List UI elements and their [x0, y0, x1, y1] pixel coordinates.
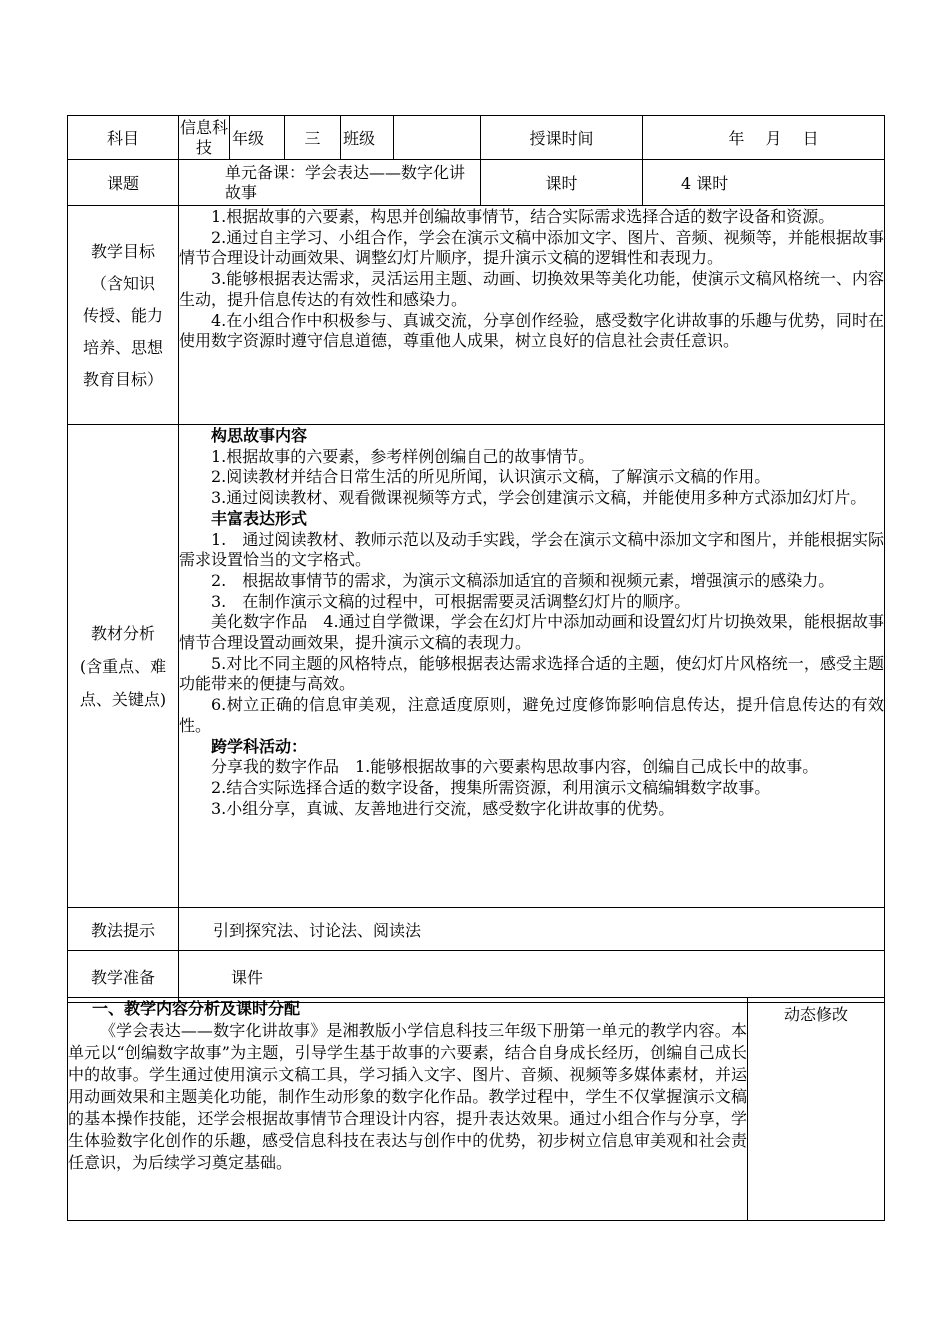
analysis-label-line: (含重点、难: [79, 656, 167, 676]
topic-label: 课题: [68, 160, 179, 206]
objectives-label-line: （含知识: [90, 274, 155, 293]
prep-value: 课件: [179, 951, 885, 1003]
objective-item: 2.通过自主学习、小组合作，学会在演示文稿中添加文字、图片、音频、视频等，并能根据故事情节合理设计动画效果、调整幻灯片顺序，提升演示文稿的逻辑性和表现力。: [179, 227, 884, 268]
teaching-time-label: 授课时间: [481, 116, 643, 160]
subject-label: 科目: [68, 116, 179, 160]
grade-label: 年级: [230, 116, 285, 160]
objectives-label-line: 传授、能力: [82, 306, 163, 325]
grade-value: 三: [285, 116, 341, 160]
analysis-item: 6.树立正确的信息审美观，注意适度原则，避免过度修饰影响信息传达，提升信息传达的有效性。: [179, 695, 884, 735]
dynamic-revision-cell: [748, 998, 885, 1221]
analysis-label: [68, 425, 179, 908]
hours-label: 课时: [481, 160, 643, 206]
prep-label: 教学准备: [68, 951, 179, 1003]
method-value: 引到探究法、讨论法、阅读法: [179, 908, 885, 951]
analysis-item: 3.通过阅读教材、观看微课视频等方式，学会创建演示文稿，并能使用多种方式添加幻灯片。: [211, 488, 867, 508]
topic-value: 单元备课：学会表达——数字化讲故事: [179, 160, 481, 206]
lesson-plan-table: [67, 115, 885, 1003]
analysis-item: 美化数字作品 4.通过自学微课，学会在幻灯片中添加动画和设置幻灯片切换效果，能根据故事情节合理设置动画效果，提升演示文稿的表现力。: [179, 612, 884, 653]
content-heading: 一、教学内容分析及课时分配: [92, 999, 301, 1018]
analysis-item: 3. 在制作演示文稿的过程中，可根据需要灵活调整幻灯片的顺序。: [211, 591, 691, 611]
objective-item: 3.能够根据表达需求，灵活运用主题、动画、切换效果等美化功能，使演示文稿风格统一、内容生动，提升信息传达的有效性和感染力。: [179, 269, 884, 309]
analysis-item: 1.根据故事的六要素，参考样例创编自己的故事情节。: [211, 446, 595, 466]
objectives-label-line: 培养、思想: [82, 338, 163, 357]
analysis-heading: 跨学科活动：: [211, 736, 308, 756]
method-label: 教法提示: [68, 908, 179, 951]
analysis-item: 2. 根据故事情节的需求，为演示文稿添加适宜的音频和视频元素，增强演示的感染力。: [211, 570, 835, 590]
analysis-heading: 丰富表达形式: [211, 508, 308, 528]
analysis-item: 2.结合实际选择合适的数字设备，搜集所需资源，利用演示文稿编辑数字故事。: [211, 777, 771, 797]
analysis-content: [179, 425, 885, 908]
class-label: 班级: [341, 116, 394, 160]
analysis-item: 1. 通过阅读教材、教师示范以及动手实践，学会在演示文稿中添加文字和图片，并能根据实际需求设置恰当的文字格式。: [179, 529, 884, 570]
analysis-item: 3.小组分享，真诚、友善地进行交流，感受数字化讲故事的优势。: [211, 798, 675, 818]
objectives-label: [68, 206, 179, 425]
hours-value: 4 课时: [643, 160, 885, 206]
objective-item: 4.在小组合作中积极参与、真诚交流，分享创作经验，感受数字化讲故事的乐趣与优势，同时在使用数字资源时遵守信息道德，尊重他人成果，树立良好的信息社会责任意识。: [179, 310, 884, 351]
analysis-heading: 构思故事内容: [211, 426, 308, 445]
analysis-item: 分享我的数字作品 1.能够根据故事的六要素构思故事内容，创编自己成长中的故事。: [211, 757, 819, 777]
dynamic-revision-label: 动态修改: [783, 1005, 848, 1024]
objectives-content: [179, 206, 885, 425]
analysis-item: 2.阅读教材并结合日常生活的所见所闻，认识演示文稿，了解演示文稿的作用。: [211, 467, 771, 487]
objectives-label-line: 教育目标）: [82, 370, 163, 389]
content-analysis-cell: [68, 998, 748, 1221]
objective-item: 1.根据故事的六要素，构思并创编故事情节，结合实际需求选择合适的数字设备和资源。: [211, 207, 835, 226]
analysis-item: 5.对比不同主题的风格特点，能够根据表达需求选择合适的主题，使幻灯片风格统一，感受主题功能带来的便捷与高效。: [179, 653, 884, 694]
content-analysis-table: [67, 997, 885, 1221]
analysis-label-line: 点、关键点): [79, 689, 167, 709]
subject-value: 信息科技: [179, 116, 230, 160]
content-paragraph: 《学会表达——数字化讲故事》是湘教版小学信息科技三年级下册第一单元的教学内容。本单元以“创编数字故事”为主题，引导学生基于故事的六要素，结合自身成长经历，创编自己成长中的故事。学生通过使用演示文稿工具，学习插入文字、图片、音频、视频等多媒体素材，并运用动画效果和主题美化功能，制作生动形象的数字化作品。教学过程中，学生不仅掌握演示文稿的基本操作技能，还学会根据故事情节合理设计内容，提升表达效果。通过小组合作与分享，学生体验数字化创作的乐趣，感受信息科技在表达与创作中的优势，初步树立信息审美观和社会责任意识，为后续学习奠定基础。: [68, 1021, 747, 1172]
class-value: [394, 116, 481, 160]
analysis-label-line: 教材分析: [90, 623, 155, 643]
teaching-date-value: 年 月 日: [643, 116, 885, 160]
objectives-label-line: 教学目标: [90, 242, 155, 261]
